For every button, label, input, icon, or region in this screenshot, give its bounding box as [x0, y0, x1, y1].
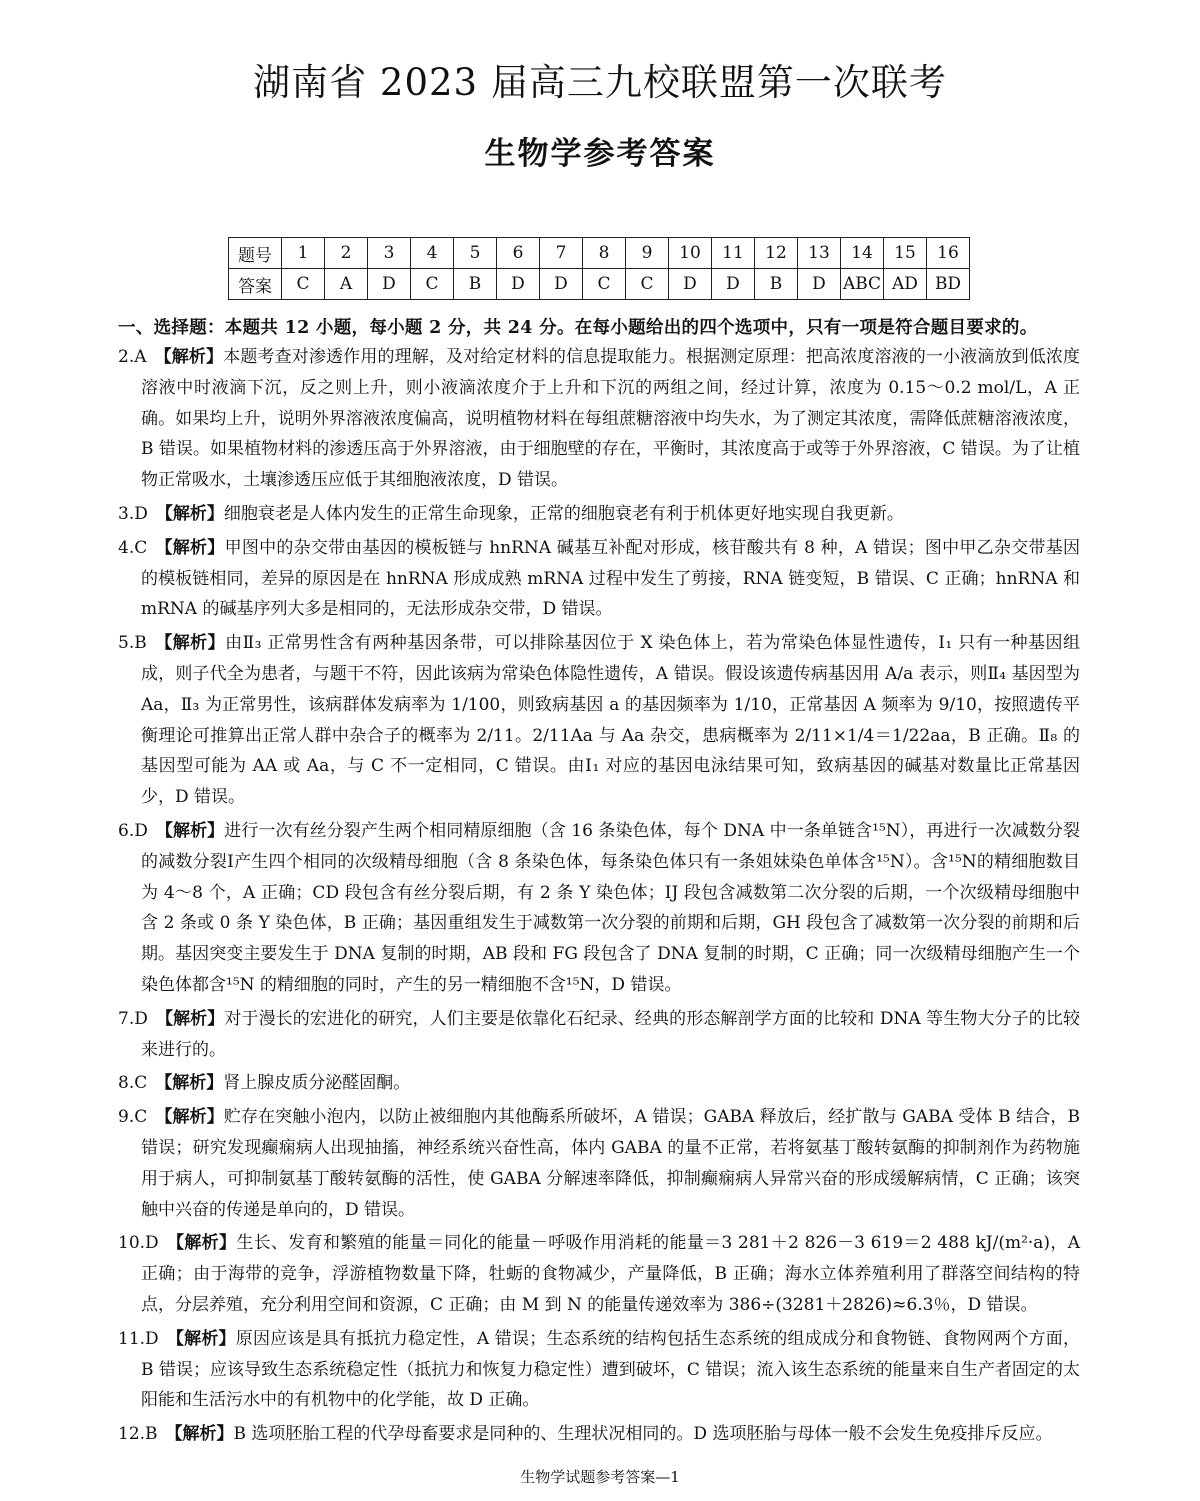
item-number: 10.D [118, 1233, 159, 1254]
explanation-item [118, 1419, 1080, 1450]
analysis-tag: 【解析】 [165, 1424, 234, 1445]
answer-cell: C [626, 269, 669, 300]
answer-cell: D [798, 269, 841, 300]
question-number-cell: 1 [282, 238, 325, 269]
answer-cell: D [669, 269, 712, 300]
item-number: 7.D [118, 1008, 148, 1029]
answer-table-answer-row [229, 269, 970, 300]
question-number-cell: 10 [669, 238, 712, 269]
analysis-tag: 【解析】 [155, 537, 225, 558]
answer-cell: D [540, 269, 583, 300]
question-number-cell: 11 [712, 238, 755, 269]
item-number: 11.D [118, 1328, 159, 1349]
item-text: 由Ⅱ₃ 正常男性含有两种基因条带，可以排除基因位于 X 染色体上，若为常染色体显性遗传，Ⅰ₁ 只有一种基因组成，则子代全为患者，与题干不符，因此该病为常染色体隐性遗传，A 错误。假设该遗传病基因用 A/a 表示，则Ⅱ₄ 基因型为 Aa，Ⅱ₃ 为正常男性，该病群体发病率为 1/100，则致病基因 a 的基因频率为 1/10，正常基因 A 频率为 9/10，按照遗传平衡理论可推算出正常人群中杂合子的概率为 2/11。2/11Aa 与 Aa 杂交，患病概率为 2/11×1/4＝1/22aa，B 正确。Ⅱ₈ 的基因型可能为 AA 或 Aa，与 C 不一定相同，C 错误。由Ⅰ₁ 对应的基因电泳结果可知，致病基因的碱基对数量比正常基因少，D 错误。 [141, 633, 1081, 808]
question-number-cell: 13 [798, 238, 841, 269]
explanation-item [118, 816, 1080, 1001]
answer-cell: B [454, 269, 497, 300]
answer-cell: C [282, 269, 325, 300]
row-label-question-number: 题号 [229, 238, 282, 269]
explanation-list [118, 342, 1080, 1453]
explanation-item [118, 1068, 1080, 1099]
answer-cell: B [755, 269, 798, 300]
item-number: 5.B [118, 633, 147, 654]
question-number-cell: 7 [540, 238, 583, 269]
answer-cell: AD [884, 269, 927, 300]
item-number: 4.C [118, 537, 148, 558]
question-number-cell: 15 [884, 238, 927, 269]
answer-cell: A [325, 269, 368, 300]
explanation-item [118, 1004, 1080, 1066]
question-number-cell: 14 [841, 238, 884, 269]
analysis-tag: 【解析】 [155, 1008, 225, 1029]
question-number-cell: 16 [927, 238, 970, 269]
item-text: 进行一次有丝分裂产生两个相同精原细胞（含 16 条染色体，每个 DNA 中一条单链含¹⁵N），再进行一次减数分裂的减数分裂Ⅰ产生四个相同的次级精母细胞（含 8 条染色体，每条染色体只有一条姐妹染色单体含¹⁵N）。含¹⁵N的精细胞数目为 4～8 个，A 正确；CD 段包含有丝分裂后期，有 2 条 Y 染色体；IJ 段包含减数第二次分裂的后期，一个次级精母细胞中含 2 条或 0 条 Y 染色体，B 正确；基因重组发生于减数第一次分裂的前期和后期，GH 段包含了减数第一次分裂的前期和后期。基因突变主要发生于 DNA 复制的时期，AB 段和 FG 段包含了 DNA 复制的时期，C 正确；同一次级精母细胞产生一个染色体都含¹⁵N 的精细胞的同时，产生的另一精细胞不含¹⁵N，D 错误。 [141, 820, 1080, 995]
analysis-tag: 【解析】 [155, 503, 224, 524]
analysis-tag: 【解析】 [155, 1073, 224, 1094]
item-text: 贮存在突触小泡内，以防止被细胞内其他酶系所破坏，A 错误；GABA 释放后，经扩散与 GABA 受体 B 结合，B 错误；研究发现癫痫病人出现抽搐，神经系统兴奋性高，体内 GABA 的量不正常，若将氨基丁酸转氨酶的抑制剂作为药物施用于病人，可抑制氨基丁酸转氨酶的活性，使 GABA 分解速率降低，抑制癫痫病人异常兴奋的形成缓解病情，C 正确；该突触中兴奋的传递是单向的，D 错误。 [141, 1107, 1081, 1220]
answer-table [228, 237, 970, 300]
analysis-tag: 【解析】 [154, 347, 224, 367]
item-number: 3.D [118, 503, 148, 524]
explanation-item [118, 628, 1080, 813]
question-number-cell: 3 [368, 238, 411, 269]
question-number-cell: 5 [454, 238, 497, 269]
item-text: 生长、发育和繁殖的能量＝同化的能量－呼吸作用消耗的能量＝3 281＋2 826－3 619＝2 488 kJ/(m²·a)，A 正确；由于海带的竞争，浮游植物数量下降，牡蛎的食物减少，产量降低，B 正确；海水立体养殖利用了群落空间结构的特点，分层养殖，充分利用空间和资源，C 正确；由 M 到 N 的能量传递效率为 386÷(3281＋2826)≈6.3％，D 错误。 [141, 1233, 1080, 1315]
analysis-tag: 【解析】 [155, 820, 225, 841]
item-text: B 选项胚胎工程的代孕母畜要求是同种的、生理状况相同的。D 选项胚胎与母体一般不会发生免疫排斥反应。 [233, 1424, 1053, 1445]
item-number: 12.B [118, 1424, 158, 1445]
question-number-cell: 6 [497, 238, 540, 269]
row-label-answer: 答案 [229, 269, 282, 300]
item-text: 原因应该是具有抵抗力稳定性，A 错误；生态系统的结构包括生态系统的组成成分和食物链、食物网两个方面，B 错误；应该导致生态系统稳定性（抵抗力和恢复力稳定性）遭到破坏，C 错误；流入该生态系统的能量来自生产者固定的太阳能和生活污水中的有机物中的化学能，故 D 正确。 [141, 1328, 1081, 1411]
explanation-item [118, 533, 1080, 625]
explanation-item [118, 1324, 1080, 1416]
item-number: 8.C [118, 1073, 148, 1094]
answer-table-number-row [229, 238, 970, 269]
question-number-cell: 8 [583, 238, 626, 269]
item-number: 2.A [118, 347, 147, 367]
page-subtitle: 生物学参考答案 [484, 136, 716, 172]
item-text: 本题考查对渗透作用的理解，及对给定材料的信息提取能力。根据测定原理：把高浓度溶液的一小液滴放到低浓度溶液中时液滴下沉，反之则上升，则小液滴浓度介于上升和下沉的两组之间，经过计算，浓度为 0.15～0.2 mol/L，A 正确。如果均上升，说明外界溶液浓度偏高，说明植物材料在每组蔗糖溶液中均失水，为了测定其浓度，需降低蔗糖溶液浓度，B 错误。如果植物材料的渗透压高于外界溶液，由于细胞壁的存在，平衡时，其浓度高于或等于外界溶液，C 错误。为了让植物正常吸水，土壤渗透压应低于其细胞液浓度，D 错误。 [141, 347, 1081, 491]
question-number-cell: 9 [626, 238, 669, 269]
analysis-tag: 【解析】 [166, 1328, 236, 1349]
explanation-item [118, 342, 1080, 496]
question-number-cell: 12 [755, 238, 798, 269]
answer-cell: C [583, 269, 626, 300]
answer-cell: D [368, 269, 411, 300]
question-number-cell: 4 [411, 238, 454, 269]
item-text: 肾上腺皮质分泌醛固酮。 [223, 1073, 411, 1094]
answer-cell: BD [927, 269, 970, 300]
answer-cell: D [497, 269, 540, 300]
answer-cell: ABC [841, 269, 884, 300]
question-number-cell: 2 [325, 238, 368, 269]
item-number: 9.C [118, 1107, 148, 1128]
page-title: 湖南省 2023 届高三九校联盟第一次联考 [253, 61, 947, 104]
item-number: 6.D [118, 820, 148, 841]
analysis-tag: 【解析】 [154, 633, 226, 654]
answer-cell: C [411, 269, 454, 300]
explanation-item [118, 499, 1080, 530]
item-text: 细胞衰老是人体内发生的正常生命现象，正常的细胞衰老有利于机体更好地实现自我更新。 [223, 503, 904, 524]
analysis-tag: 【解析】 [166, 1233, 237, 1254]
analysis-tag: 【解析】 [155, 1107, 224, 1128]
answer-cell: D [712, 269, 755, 300]
item-text: 对于漫长的宏进化的研究，人们主要是依靠化石纪录、经典的形态解剖学方面的比较和 DNA 等生物大分子的比较来进行的。 [141, 1008, 1081, 1060]
explanation-item [118, 1228, 1080, 1320]
section-heading: 一、选择题：本题共 12 小题，每小题 2 分，共 24 分。在每小题给出的四个选项中，只有一项是符合题目要求的。 [118, 318, 1038, 338]
page-footer: 生物学试题参考答案—1 [520, 1468, 680, 1486]
explanation-item [118, 1102, 1080, 1225]
item-text: 甲图中的杂交带由基因的模板链与 hnRNA 碱基互补配对形成，核苷酸共有 8 种，A 错误；图中甲乙杂交带基因的模板链相同，差异的原因是在 hnRNA 形成成熟 mRNA 过程中发生了剪接，RNA 链变短，B 错误、C 正确；hnRNA 和 mRNA 的碱基序列大多是相同的，无法形成杂交带，D 错误。 [141, 537, 1080, 620]
